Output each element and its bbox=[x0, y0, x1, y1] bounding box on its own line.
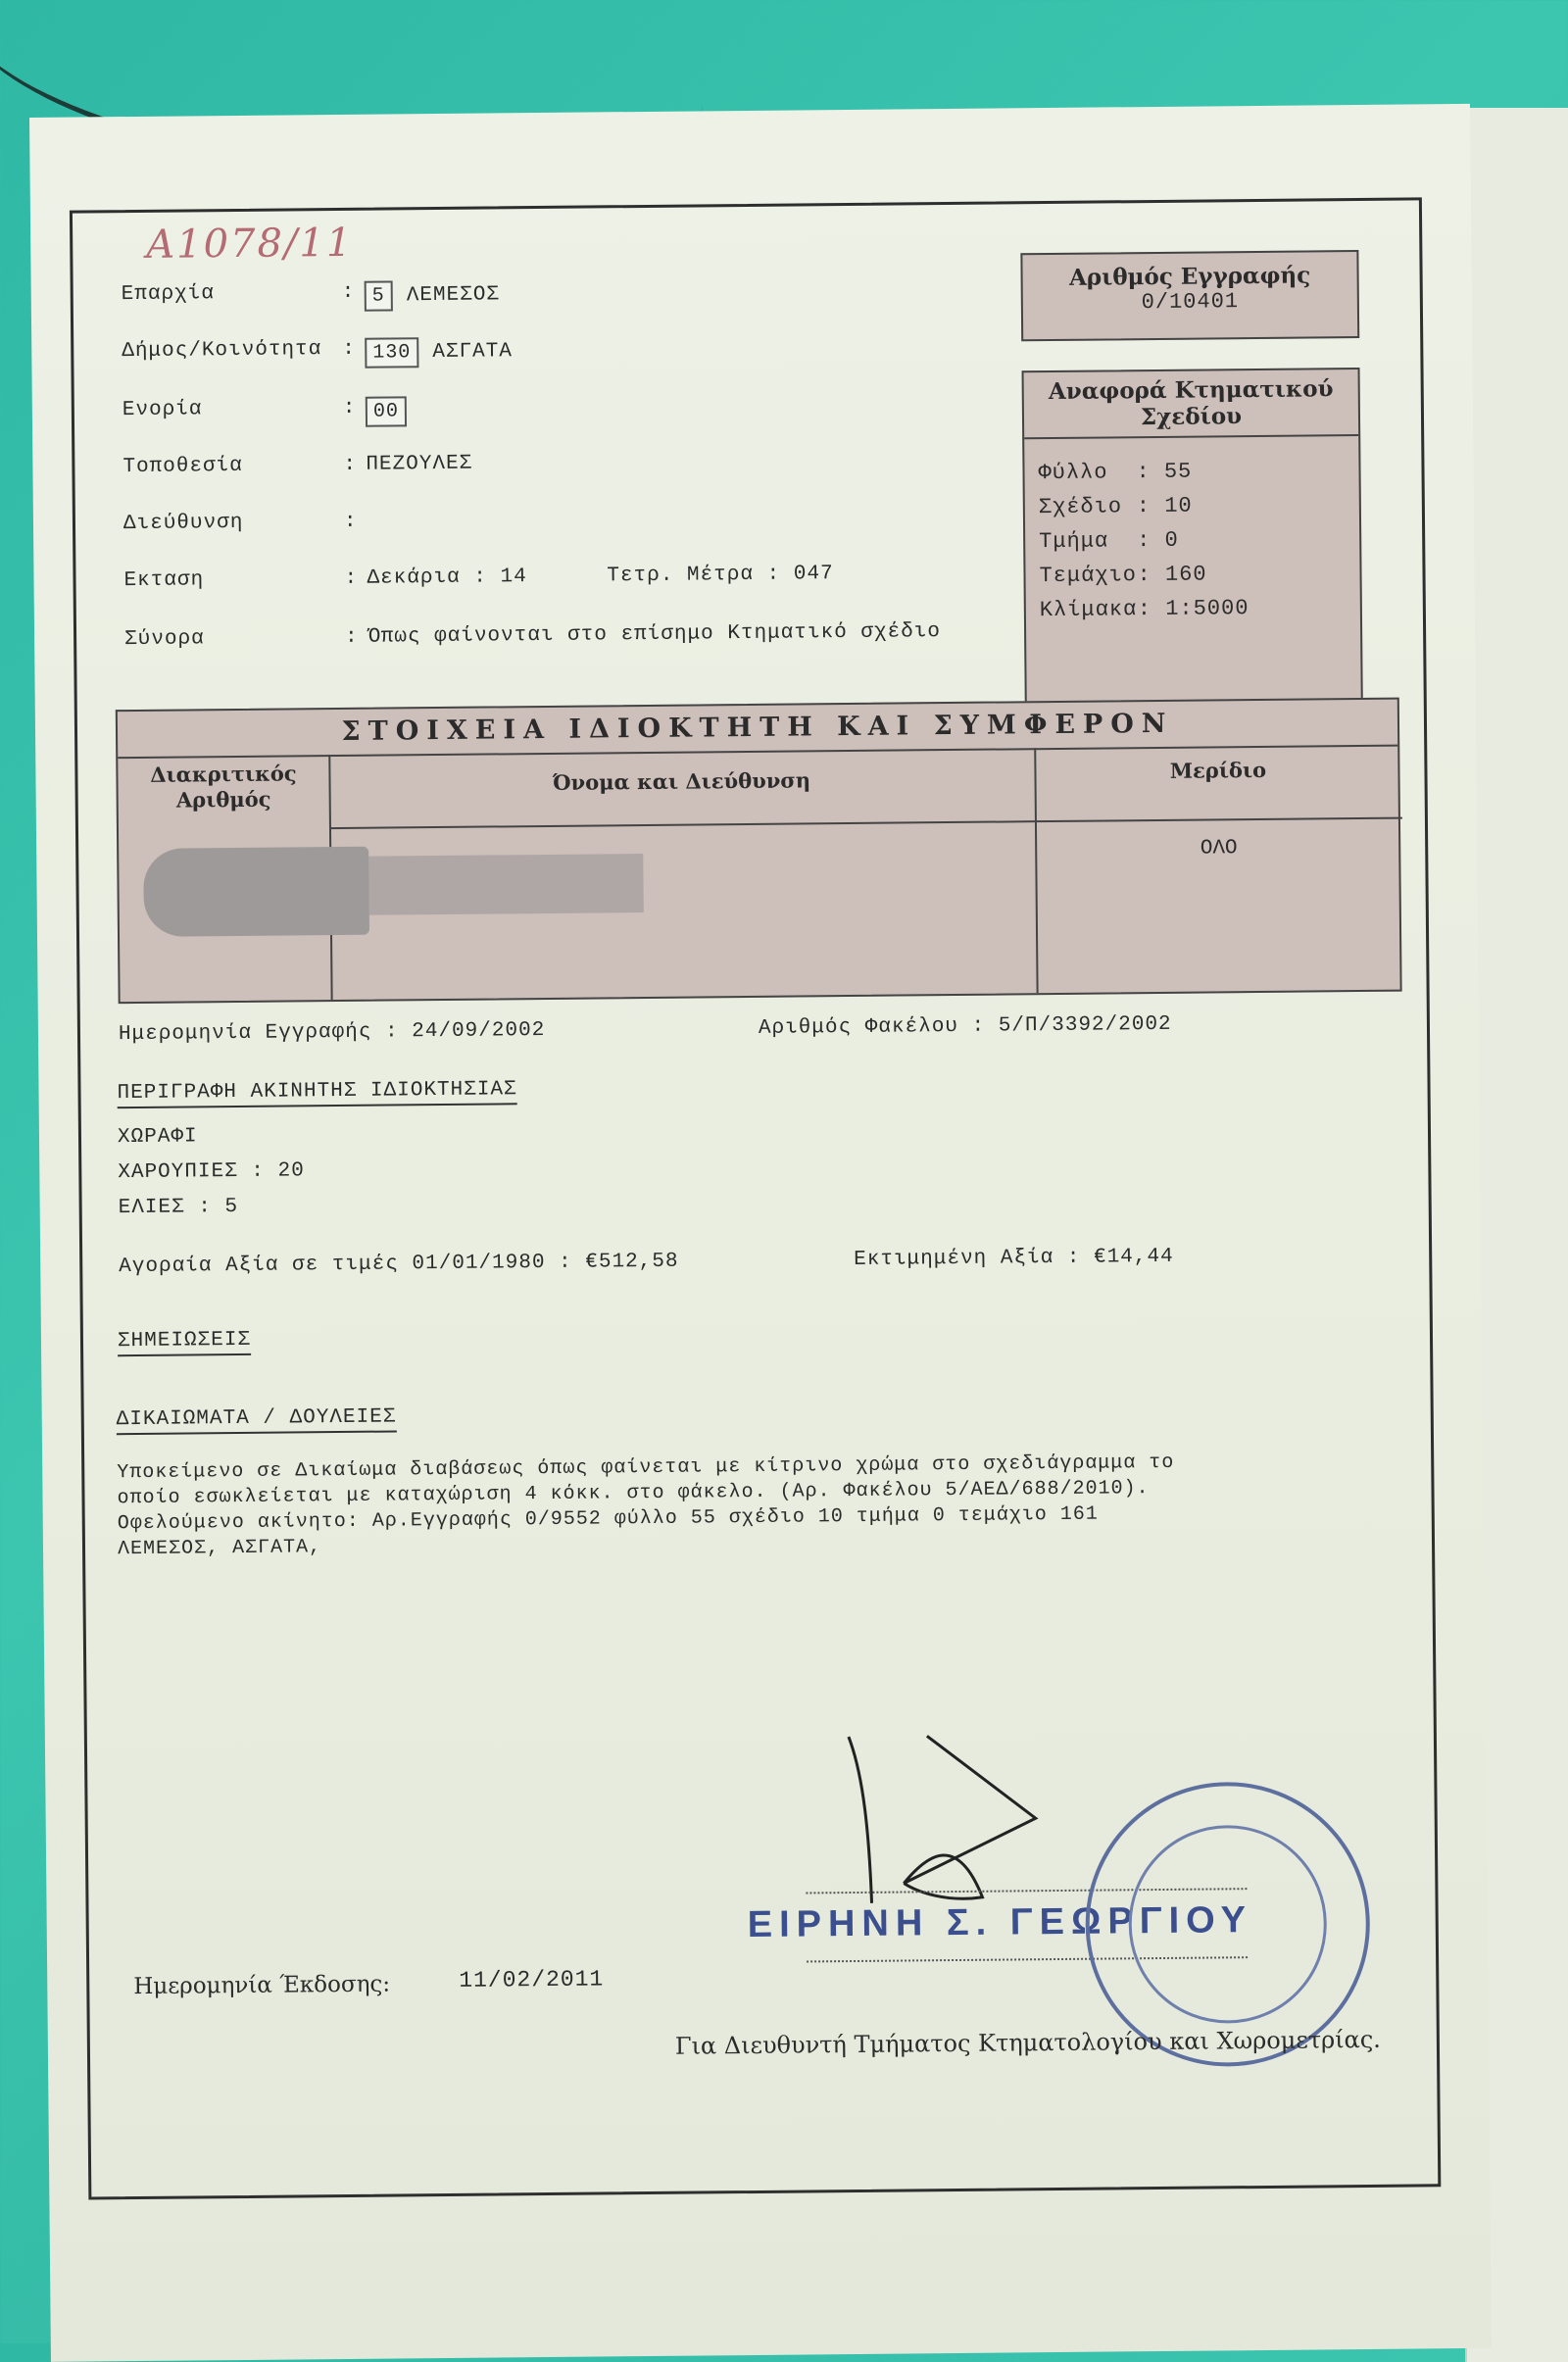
share-value: ΟΛΟ bbox=[1035, 835, 1402, 864]
field-label: Επαρχία bbox=[122, 282, 215, 306]
decares-label: Δεκάρια bbox=[367, 566, 460, 590]
extent-label: Εκταση bbox=[123, 568, 204, 592]
col-id-header: Διακριτικός Αριθμός bbox=[118, 761, 328, 813]
file-number: Αριθμός Φακέλου : 5/Π/3392/2002 bbox=[759, 1013, 1172, 1040]
cadastral-title-2: Σχεδίου bbox=[1024, 402, 1358, 431]
signature-caption: Για Διευθυντή Τμήματος Κτηματολογίου και Χωρομετρίας. bbox=[675, 2026, 1381, 2060]
description-line-1: ΧΩΡΑΦΙ bbox=[118, 1125, 198, 1149]
issue-date-value: 11/02/2011 bbox=[459, 1966, 604, 1993]
official-stamp bbox=[1084, 1781, 1371, 2068]
signatory-name: ΕΙΡΗΝΗ Σ. ΓΕΩΡΓΙΟΥ bbox=[748, 1899, 1253, 1946]
rights-line-3: Οφελούμενο ακίνητο: Αρ.Εγγραφής 0/9552 φύλλο 55 σχέδιο 10 τμήμα 0 τεμάχιο 161 bbox=[118, 1503, 1099, 1536]
redacted-owner-id bbox=[143, 847, 369, 937]
notes-heading: ΣΗΜΕΙΩΣΕΙΣ bbox=[118, 1329, 251, 1353]
field-value: ΑΣΓΑΤΑ bbox=[432, 340, 513, 364]
field-code: 130 bbox=[365, 337, 418, 369]
col-share-header: Μερίδιο bbox=[1034, 757, 1401, 786]
description-line-2: ΧΑΡΟΥΠΙΕΣ : 20 bbox=[118, 1159, 305, 1184]
registration-date: Ημερομηνία Εγγραφής : 24/09/2002 bbox=[119, 1019, 545, 1046]
field-code: 00 bbox=[366, 396, 407, 426]
redacted-owner-name bbox=[368, 854, 644, 915]
registration-title: Αριθμός Εγγραφής bbox=[1022, 262, 1356, 291]
plot-line: Τεμάχιο: 160 bbox=[1039, 561, 1359, 588]
boundaries-label: Σύνορα bbox=[124, 627, 205, 651]
handwritten-note: Α1078/11 bbox=[146, 221, 353, 268]
field-value: ΠΕΖΟΥΛΕΣ bbox=[366, 453, 472, 476]
description-heading: ΠΕΡΙΓΡΑΦΗ ΑΚΙΝΗΤΗΣ ΙΔΙΟΚΤΗΣΙΑΣ bbox=[117, 1078, 516, 1105]
field-label: Ενορία bbox=[122, 398, 203, 421]
field-extent: Εκταση : Δεκάρια : 14 Τετρ. Μέτρα : 047 bbox=[123, 565, 692, 570]
handwritten-signature bbox=[809, 1714, 1135, 1913]
title-deed-document: Α1078/11 Επαρχία : 5 ΛΕΜΕΣΟΣ Δήμος/Κοινότητα : 130 ΑΣΓΑΤΑ Ενορία : 00 Τοποθεσία : ΠΕΖΟΥΛΕΣ Διεύθυνση : Εκταση : Δεκάρια : 14 Τετρ. Μέτρα : 047 Σύνορα : Όπως φαίνονται στο επίσημο Κτηματικό σχέδιο Αριθμός Εγγραφής 0/10401 Αναφορά Κτηματικού Σχεδίου Φύλλο : 55 Σχέδιο : 10 Τμήμα : 0 Τεμάχιο: 160 Κλίμακα: 1:5000 ΣΤΟΙΧΕΙΑ ΙΔΙΟΚΤΗΤΗ ΚΑΙ ΣΥΜΦΕΡΟΝ Διακριτικός Αριθμός Όνομα και Διεύθυνση Μερίδιο ΟΛΟ Ημερομηνία Εγγραφής : 24/09/2002 Αριθμός Φακέλου : 5/Π/3392/2002 ΠΕΡΙΓΡΑΦΗ ΑΚΙΝΗΤΗΣ ΙΔΙΟΚΤΗΣΙΑΣ ΧΩΡΑΦΙ ΧΑΡΟΥΠΙΕΣ : 20 ΕΛΙΕΣ : 5 Αγοραία Αξία σε τιμές 01/01/1980 : €512,58 Εκτιμημένη Αξία : €14,44 ΣΗΜΕΙΩΣΕΙΣ ΔΙΚΑΙΩΜΑΤΑ / ΔΟΥΛΕΙΕΣ Υποκείμενο σε Δικαίωμα διαβάσεως όπως φαίνεται με κίτρινο χρώμα στο σχεδιάγραμμα το οποίο εσωκλείεται με καταχώριση 4 κόκκ. στο φάκελο. (Αρ. Φακέλου 5/ΑΕΔ/688/2010). Οφελούμενο ακίνητο: Αρ.Εγγραφής 0/9552 φύλλο 55 σχέδιο 10 τμήμα 0 τεμάχιο 161 ΛΕΜΕΣΟΣ, ΑΣΓΑΤΑ, ΕΙΡΗΝΗ Σ. ΓΕΩΡΓΙΟΥ Ημερομηνία Έκδοσης: 11/02/2011 Για Διευθυντή Τμήματος Κτηματολογίου και Χωρομετρίας. bbox=[29, 104, 1492, 2362]
field-label: Τοποθεσία bbox=[122, 455, 243, 478]
field-label: Διεύθυνση bbox=[123, 512, 244, 535]
field-label: Δήμος/Κοινότητα bbox=[122, 338, 321, 363]
sqm-value: 047 bbox=[794, 563, 834, 585]
rights-heading: ΔΙΚΑΙΩΜΑΤΑ / ΔΟΥΛΕΙΕΣ bbox=[117, 1405, 397, 1431]
field-value: ΛΕΜΕΣΟΣ bbox=[407, 283, 500, 307]
scale-line: Κλίμακα: 1:5000 bbox=[1040, 595, 1360, 622]
registration-number: 0/10401 bbox=[1023, 288, 1357, 316]
registration-box bbox=[1020, 250, 1359, 341]
rights-line-4: ΛΕΜΕΣΟΣ, ΑΣΓΑΤΑ, bbox=[118, 1536, 321, 1560]
field-code: 5 bbox=[365, 280, 393, 311]
plan-line: Σχέδιο : 10 bbox=[1039, 492, 1359, 519]
estimated-value: Εκτιμημένη Αξία : €14,44 bbox=[854, 1246, 1174, 1271]
cadastral-title-1: Αναφορά Κτηματικού bbox=[1024, 375, 1358, 405]
sqm-label: Τετρ. Μέτρα bbox=[607, 564, 754, 587]
issue-date-label: Ημερομηνία Έκδοσης: bbox=[133, 1972, 390, 2000]
decares-value: 14 bbox=[500, 566, 526, 588]
owners-table bbox=[116, 698, 1402, 1005]
boundaries-value: Όπως φαίνονται στο επίσημο Κτηματικό σχέδιο bbox=[368, 620, 941, 649]
owners-title: ΣΤΟΙΧΕΙΑ ΙΔΙΟΚΤΗΤΗ ΚΑΙ ΣΥΜΦΕΡΟΝ bbox=[118, 700, 1397, 760]
cadastral-reference-box bbox=[1022, 368, 1363, 704]
sheet-line: Φύλλο : 55 bbox=[1038, 458, 1358, 485]
rights-line-2: οποίο εσωκλείεται με καταχώριση 4 κόκκ. στο φάκελο. (Αρ. Φακέλου 5/ΑΕΔ/688/2010). bbox=[117, 1477, 1149, 1509]
rights-line-1: Υποκείμενο σε Δικαίωμα διαβάσεως όπως φαίνεται με κίτρινο χρώμα στο σχεδιάγραμμα το bbox=[117, 1452, 1174, 1484]
col-name-header: Όνομα και Διεύθυνση bbox=[328, 765, 1034, 798]
description-line-3: ΕΛΙΕΣ : 5 bbox=[119, 1196, 239, 1219]
market-value: Αγοραία Αξία σε τιμές 01/01/1980 : €512,58 bbox=[119, 1251, 678, 1278]
block-line: Τμήμα : 0 bbox=[1039, 526, 1359, 554]
